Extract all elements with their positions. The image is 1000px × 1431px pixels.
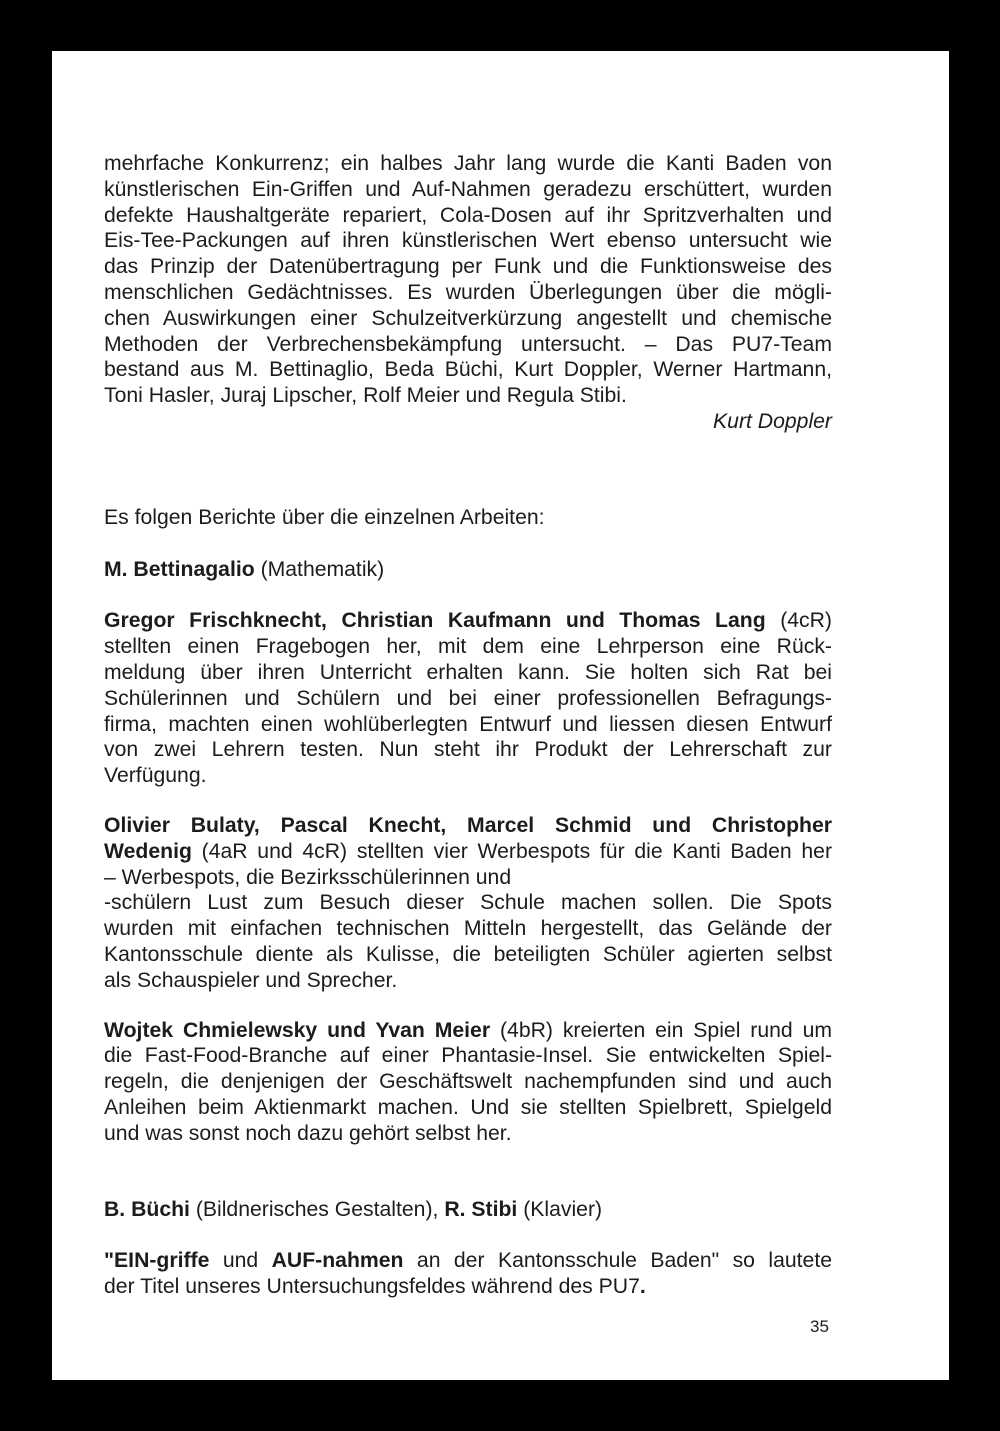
text-line xyxy=(104,839,832,865)
subject-label: (Mathematik) xyxy=(260,557,385,581)
text-line: defekte Haushaltgeräte repariert, Cola-Dosen auf ihr Spritzverhalten und xyxy=(104,203,832,227)
text-fragment: der Titel unseres Untersuchungsfeldes während des PU7 xyxy=(104,1275,640,1299)
teacher-name: M. Bettinagalio xyxy=(104,557,255,581)
text-line: Kantonsschule diente als Kulisse, die beteiligten Schüler agierten selbst xyxy=(104,942,832,966)
subject-label: (Klavier) xyxy=(523,1197,603,1221)
report-spiel xyxy=(104,1018,832,1147)
text-line: meldung über ihren Unterricht erhalten kann. Sie holten sich Rat bei xyxy=(104,660,832,684)
author-signature: Kurt Doppler xyxy=(713,409,832,433)
page-content xyxy=(104,151,832,1300)
text-line: Methoden der Verbrechensbekämpfung untersucht. – Das PU7-Team xyxy=(104,332,832,356)
student-names: Wojtek Chmielewsky und Yvan Meier xyxy=(104,1018,491,1042)
text-line: mehrfache Konkurrenz; ein halbes Jahr lang wurde die Kanti Baden von xyxy=(104,152,832,175)
text-line: Toni Hasler, Juraj Lipscher, Rolf Meier und Regula Stibi. xyxy=(104,384,627,408)
text-line: die Fast-Food-Branche auf einer Phantasie-Insel. Sie entwickelten Spiel- xyxy=(104,1044,832,1068)
text-line xyxy=(104,1274,832,1300)
text-line xyxy=(104,608,832,634)
text-line: das Prinzip der Datenübertragung per Funk und die Funktionsweise des xyxy=(104,255,832,279)
text-line: künstlerischen Ein-Griffen und Auf-Nahmen geradezu erschüttert, wurden xyxy=(104,177,832,201)
text-fragment: (4bR) kreierten ein Spiel rund um xyxy=(499,1018,833,1042)
quote-mark: " xyxy=(104,1249,115,1273)
text-line: menschlichen Gedächtnisses. Es wurden Überlegungen über die mögli- xyxy=(104,280,832,304)
text-line: Eis-Tee-Packungen auf ihren künstlerischen Wert ebenso untersucht wie xyxy=(104,229,832,253)
teacher-name: R. Stibi xyxy=(444,1197,518,1221)
teacher-name: B. Büchi xyxy=(104,1197,190,1221)
document-page xyxy=(52,51,949,1380)
text-line: von zwei Lehrern testen. Nun steht ihr Produkt der Lehrerschaft zur xyxy=(104,738,832,762)
text-line: -schülern Lust zum Besuch dieser Schule machen sollen. Die Spots xyxy=(104,891,832,915)
text-fragment: und xyxy=(222,1249,259,1273)
text-line: chen Auswirkungen einer Schulzeitverkürzung angestellt und chemische xyxy=(104,306,832,330)
page-number: 35 xyxy=(810,1317,829,1336)
student-names: Gregor Frischknecht, Christian Kaufmann und Thomas Lang xyxy=(104,609,766,633)
text-line xyxy=(104,1018,832,1044)
section-heading-mathematik xyxy=(104,557,832,583)
text-line: – Werbespots, die Bezirksschülerinnen und xyxy=(104,865,512,889)
closing-paragraph xyxy=(104,1248,832,1300)
text-line xyxy=(104,1248,832,1274)
text-fragment: an der Kantonsschule Baden" so lautete xyxy=(416,1249,833,1273)
student-names: Olivier Bulaty, Pascal Knecht, Marcel Schmid und Christopher xyxy=(104,813,832,837)
subject-label: (Bildnerisches Gestalten), xyxy=(195,1197,439,1221)
text-fragment: . xyxy=(639,1275,646,1299)
text-line: firma, machten einen wohlüberlegten Entwurf und liessen diesen Entwurf xyxy=(104,712,832,736)
text-line: und was sonst noch dazu gehört selbst her. xyxy=(104,1121,512,1145)
intro-paragraph xyxy=(104,151,832,435)
text-line: als Schauspieler und Sprecher. xyxy=(104,968,398,992)
report-fragebogen xyxy=(104,608,832,789)
text-line xyxy=(104,813,832,839)
bold-term: AUF-nahmen xyxy=(271,1249,404,1273)
text-line: Schülerinnen und Schülern und bei einer professionellen Befragungs- xyxy=(104,686,832,710)
text-line: stellten einen Fragebogen her, mit dem eine Lehrperson eine Rück- xyxy=(104,635,832,659)
lead-in-text: Es folgen Berichte über die einzelnen Arbeiten: xyxy=(104,505,545,529)
student-names-cont: Wedenig xyxy=(104,839,192,863)
text-line: Verfügung. xyxy=(104,764,207,788)
text-line: Anleihen beim Aktienmarkt machen. Und sie stellten Spielbrett, Spielgeld xyxy=(104,1095,832,1119)
text-line: wurden mit einfachen technischen Mitteln hergestellt, das Gelände der xyxy=(104,917,832,941)
text-fragment: (4aR und 4cR) stellten vier Werbespots für die Kanti Baden her xyxy=(201,839,832,863)
bold-term: EIN-griffe xyxy=(114,1249,210,1273)
section-heading-gestalten-klavier xyxy=(104,1197,832,1223)
class-label: (4cR) xyxy=(780,609,832,633)
text-line: regeln, die denjenigen der Geschäftswelt nachempfunden sind und auch xyxy=(104,1070,832,1094)
report-werbespots xyxy=(104,813,832,994)
text-line: bestand aus M. Bettinaglio, Beda Büchi, Kurt Doppler, Werner Hartmann, xyxy=(104,358,832,382)
